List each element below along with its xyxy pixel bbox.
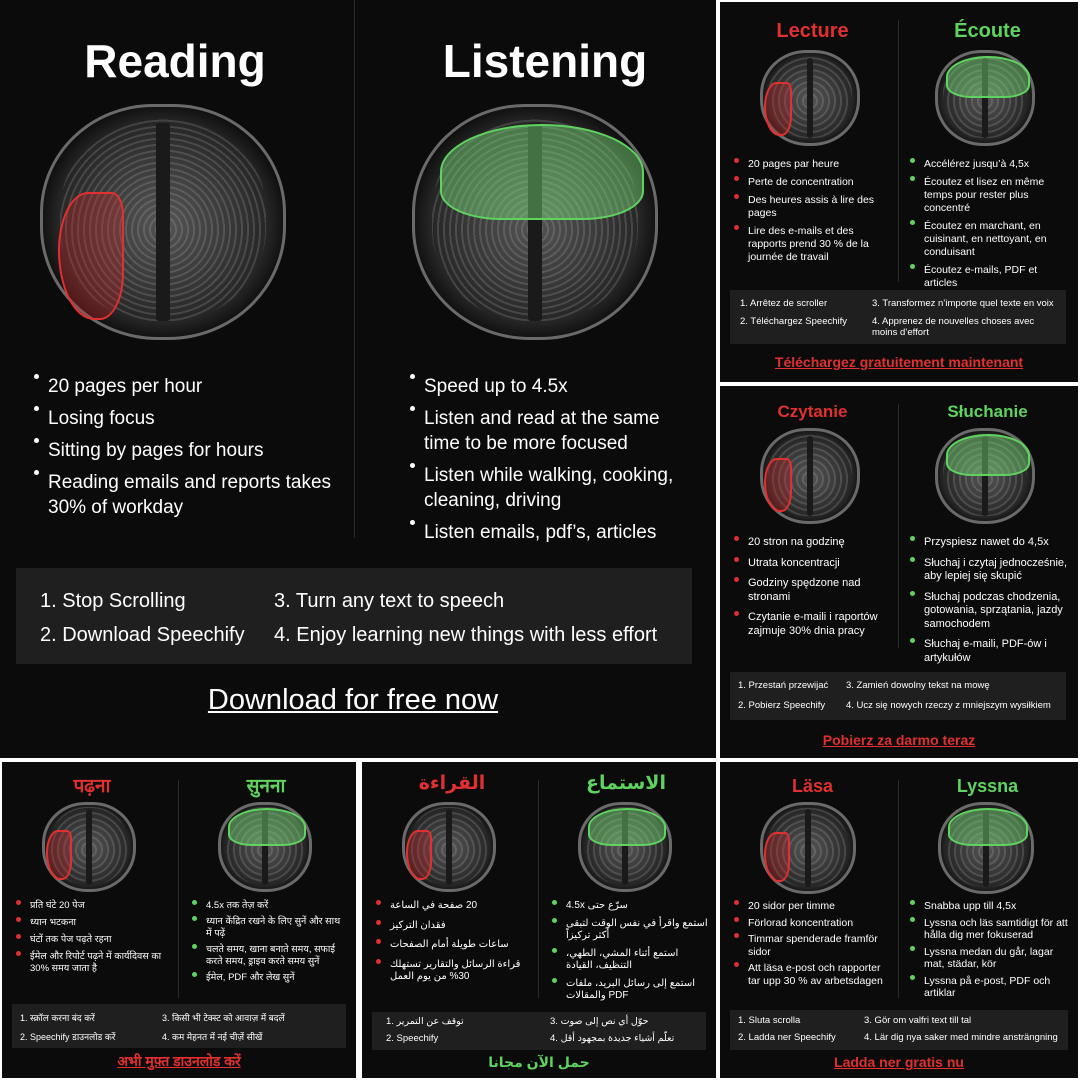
list-item: 20 stron na godzinę: [734, 536, 884, 550]
reading-points-list: [734, 536, 884, 638]
listening-title: सुनना: [246, 776, 286, 797]
download-cta-link[interactable]: अभी मुफ़्त डाउनलोड करें: [117, 1053, 241, 1069]
steps-box: [16, 568, 692, 664]
list-item: Lyssna medan du går, lagar mat, städar, kör: [910, 946, 1070, 971]
reading-title: القراءة: [418, 773, 486, 794]
panel-divider: [898, 780, 899, 998]
panel-english: [0, 0, 716, 758]
panel-french: [720, 2, 1078, 382]
step-3: 3. Zamień dowolny tekst na mowę: [846, 680, 990, 691]
step-4: 4. Ucz się nowych rzeczy z mniejszym wysiłkiem: [846, 700, 1051, 711]
listening-points-list: [552, 900, 708, 1003]
step-4: 4. कम मेहनत में नई चीज़ें सीखें: [162, 1032, 263, 1042]
list-item: Snabba upp till 4,5x: [910, 900, 1070, 913]
panel-swedish: [720, 762, 1078, 1078]
list-item: سرّع حتى 4.5x: [552, 900, 708, 913]
download-cta-link[interactable]: Pobierz za darmo teraz: [822, 732, 976, 748]
list-item: Lyssna på e-post, PDF och artiklar: [910, 975, 1070, 1000]
panel-divider: [354, 0, 355, 538]
step-4: 4. Lär dig nya saker med mindre ansträngning: [864, 1032, 1058, 1043]
list-item: 20 pages par heure: [734, 158, 884, 171]
list-item: Accélérez jusqu’à 4,5x: [910, 158, 1070, 171]
reading-title: पढ़ना: [73, 776, 111, 797]
download-cta-link[interactable]: Ladda ner gratis nu: [834, 1054, 964, 1070]
listening-points-list: [910, 900, 1070, 1000]
listening-title: Lyssna: [956, 776, 1019, 796]
reading-title: Lecture: [776, 20, 849, 42]
step-3: 3. किसी भी टेक्स्ट को आवाज़ में बदलें: [162, 1013, 285, 1023]
download-cta-link[interactable]: Download for free now: [207, 684, 499, 716]
step-2: 2. Téléchargez Speechify: [740, 316, 848, 327]
reading-highlight-region: [406, 830, 432, 880]
listening-title: Słuchanie: [947, 402, 1028, 421]
reading-title: Reading: [84, 35, 266, 87]
list-item: Słuchaj i czytaj jednocześnie, aby lepiej się skupić: [910, 557, 1070, 584]
list-item: Perte de concentration: [734, 176, 884, 189]
list-item: ध्यान केंद्रित रखने के लिए सुनें और साथ में पढ़ें: [192, 916, 348, 940]
list-item: Att läsa e-post och rapporter tar upp 30 % av arbetsdagen: [734, 962, 888, 987]
list-item: Godziny spędzone nad stronami: [734, 577, 884, 604]
listening-title: Listening: [442, 35, 648, 87]
reading-highlight-region: [764, 832, 790, 882]
step-1: 1. Arrêtez de scroller: [740, 298, 828, 309]
listening-highlight-region: [946, 56, 1030, 98]
step-2: 2. Download Speechify: [40, 624, 245, 646]
listening-points-list: [192, 900, 348, 984]
listening-highlight-region: [946, 434, 1030, 476]
list-item: استمع إلى رسائل البريد، ملفات PDF والمقالات: [552, 978, 708, 1003]
list-item: استمع واقرأ في نفس الوقت لتبقى أكثر تركيزاً: [552, 918, 708, 943]
panel-divider: [898, 404, 899, 648]
list-item: चलते समय, खाना बनाते समय, सफाई करते समय, ड्राइव करते समय सुनें: [192, 944, 348, 968]
list-item: 4.5x तक तेज़ करें: [192, 900, 348, 912]
reading-points-list: [734, 900, 888, 987]
list-item: Sitting by pages for hours: [34, 438, 334, 463]
panel-divider: [898, 20, 899, 282]
reading-title: Czytanie: [777, 402, 848, 421]
listening-highlight-region: [440, 124, 644, 220]
list-item: 20 pages per hour: [34, 374, 334, 399]
list-item: Des heures assis à lire des pages: [734, 194, 884, 220]
list-item: Écoutez et lisez en même temps pour rester plus concentré: [910, 176, 1070, 215]
reading-title: Läsa: [791, 776, 834, 796]
panel-divider: [178, 780, 179, 998]
list-item: 20 صفحة في الساعة: [376, 900, 526, 913]
step-4: 4. Enjoy learning new things with less effort: [274, 624, 658, 646]
step-3: 3. Gör om valfri text till tal: [864, 1015, 972, 1026]
list-item: Listen emails, pdf’s, articles: [410, 520, 700, 545]
list-item: Förlorad koncentration: [734, 917, 888, 930]
steps-box: [372, 1012, 706, 1050]
list-item: ساعات طويلة أمام الصفحات: [376, 939, 526, 952]
download-cta-link[interactable]: حمل الآن مجانا: [488, 1054, 590, 1070]
list-item: Écoutez en marchant, en cuisinant, en nettoyant, en conduisant: [910, 220, 1070, 259]
step-2: 2. Pobierz Speechify: [738, 700, 826, 711]
list-item: Listen and read at the same time to be more focused: [410, 406, 700, 456]
steps-box: [730, 1010, 1068, 1050]
step-3: 3. حوّل أي نص إلى صوت: [550, 1016, 649, 1027]
step-2: 2. Speechify डाउनलोड करें: [20, 1032, 116, 1042]
list-item: Słuchaj podczas chodzenia, gotowania, sprzątania, jazdy samochodem: [910, 591, 1070, 632]
list-item: Utrata koncentracji: [734, 557, 884, 571]
panel-hindi: [2, 762, 356, 1078]
step-4: 4. Apprenez de nouvelles choses avec moins d’effort: [872, 316, 1035, 338]
list-item: Reading emails and reports takes 30% of workday: [34, 470, 334, 520]
step-3: 3. Turn any text to speech: [274, 590, 505, 612]
list-item: Listen while walking, cooking, cleaning, driving: [410, 463, 700, 513]
listening-title: Écoute: [954, 20, 1021, 42]
listening-title: الاستماع: [586, 773, 666, 794]
list-item: Timmar spenderade framför sidor: [734, 933, 888, 958]
list-item: Lyssna och läs samtidigt för att hålla dig mer fokuserad: [910, 917, 1070, 942]
step-1: 1. Przestań przewijać: [738, 680, 829, 691]
list-item: घंटों तक पेज पढ़ते रहना: [16, 934, 166, 946]
list-item: استمع أثناء المشي، الطهي، التنظيف، القيادة: [552, 948, 708, 973]
step-2: 2. Ladda ner Speechify: [738, 1032, 836, 1043]
step-1: 1. Stop Scrolling: [40, 590, 186, 612]
listening-highlight-region: [588, 808, 666, 846]
panel-divider: [538, 780, 539, 998]
step-1: 1. स्क्रॉल करना बंद करें: [20, 1013, 95, 1023]
list-item: Słuchaj e-maili, PDF-ów i artykułów: [910, 638, 1070, 665]
list-item: Czytanie e-maili i raportów zajmuje 30% dnia pracy: [734, 611, 884, 638]
steps-box: [730, 290, 1066, 344]
reading-highlight-region: [764, 458, 792, 512]
listening-points-list: [910, 536, 1070, 665]
reading-points-list: [734, 158, 884, 264]
steps-box: [12, 1004, 346, 1048]
step-1: 1. توقف عن التمرير: [386, 1016, 464, 1027]
step-4: 4. تعلّم أشياء جديدة بمجهود أقل: [550, 1033, 675, 1044]
list-item: ईमेल और रिपोर्ट पढ़ने में कार्यदिवस का 30% समय जाता है: [16, 951, 166, 975]
listening-points-list: [410, 374, 700, 545]
listening-points-list: [910, 158, 1070, 290]
panel-polish: [720, 386, 1078, 758]
reading-points-list: [34, 374, 334, 520]
reading-highlight-region: [764, 82, 792, 136]
reading-points-list: [376, 900, 526, 984]
list-item: Lire des e-mails et des rapports prend 30 % de la journée de travail: [734, 225, 884, 264]
list-item: قراءة الرسائل والتقارير تستهلك 30% من يوم العمل: [376, 959, 526, 984]
step-1: 1. Sluta scrolla: [738, 1015, 801, 1026]
step-3: 3. Transformez n’importe quel texte en voix: [872, 298, 1054, 309]
reading-highlight-region: [46, 830, 72, 880]
list-item: 20 sidor per timme: [734, 900, 888, 913]
download-cta-link[interactable]: Téléchargez gratuitement maintenant: [774, 354, 1024, 370]
list-item: Losing focus: [34, 406, 334, 431]
list-item: Przyspiesz nawet do 4,5x: [910, 536, 1070, 550]
list-item: Speed up to 4.5x: [410, 374, 700, 399]
listening-highlight-region: [948, 808, 1028, 846]
step-2: 2. Speechify: [386, 1033, 439, 1044]
list-item: Écoutez e-mails, PDF et articles: [910, 264, 1070, 290]
reading-points-list: [16, 900, 166, 975]
list-item: ध्यान भटकना: [16, 917, 166, 929]
steps-box: [730, 672, 1066, 720]
panel-arabic: [362, 762, 716, 1078]
listening-highlight-region: [228, 808, 306, 846]
list-item: فقدان التركيز: [376, 920, 526, 933]
list-item: प्रति घंटे 20 पेज: [16, 900, 166, 912]
list-item: ईमेल, PDF और लेख सुनें: [192, 972, 348, 984]
